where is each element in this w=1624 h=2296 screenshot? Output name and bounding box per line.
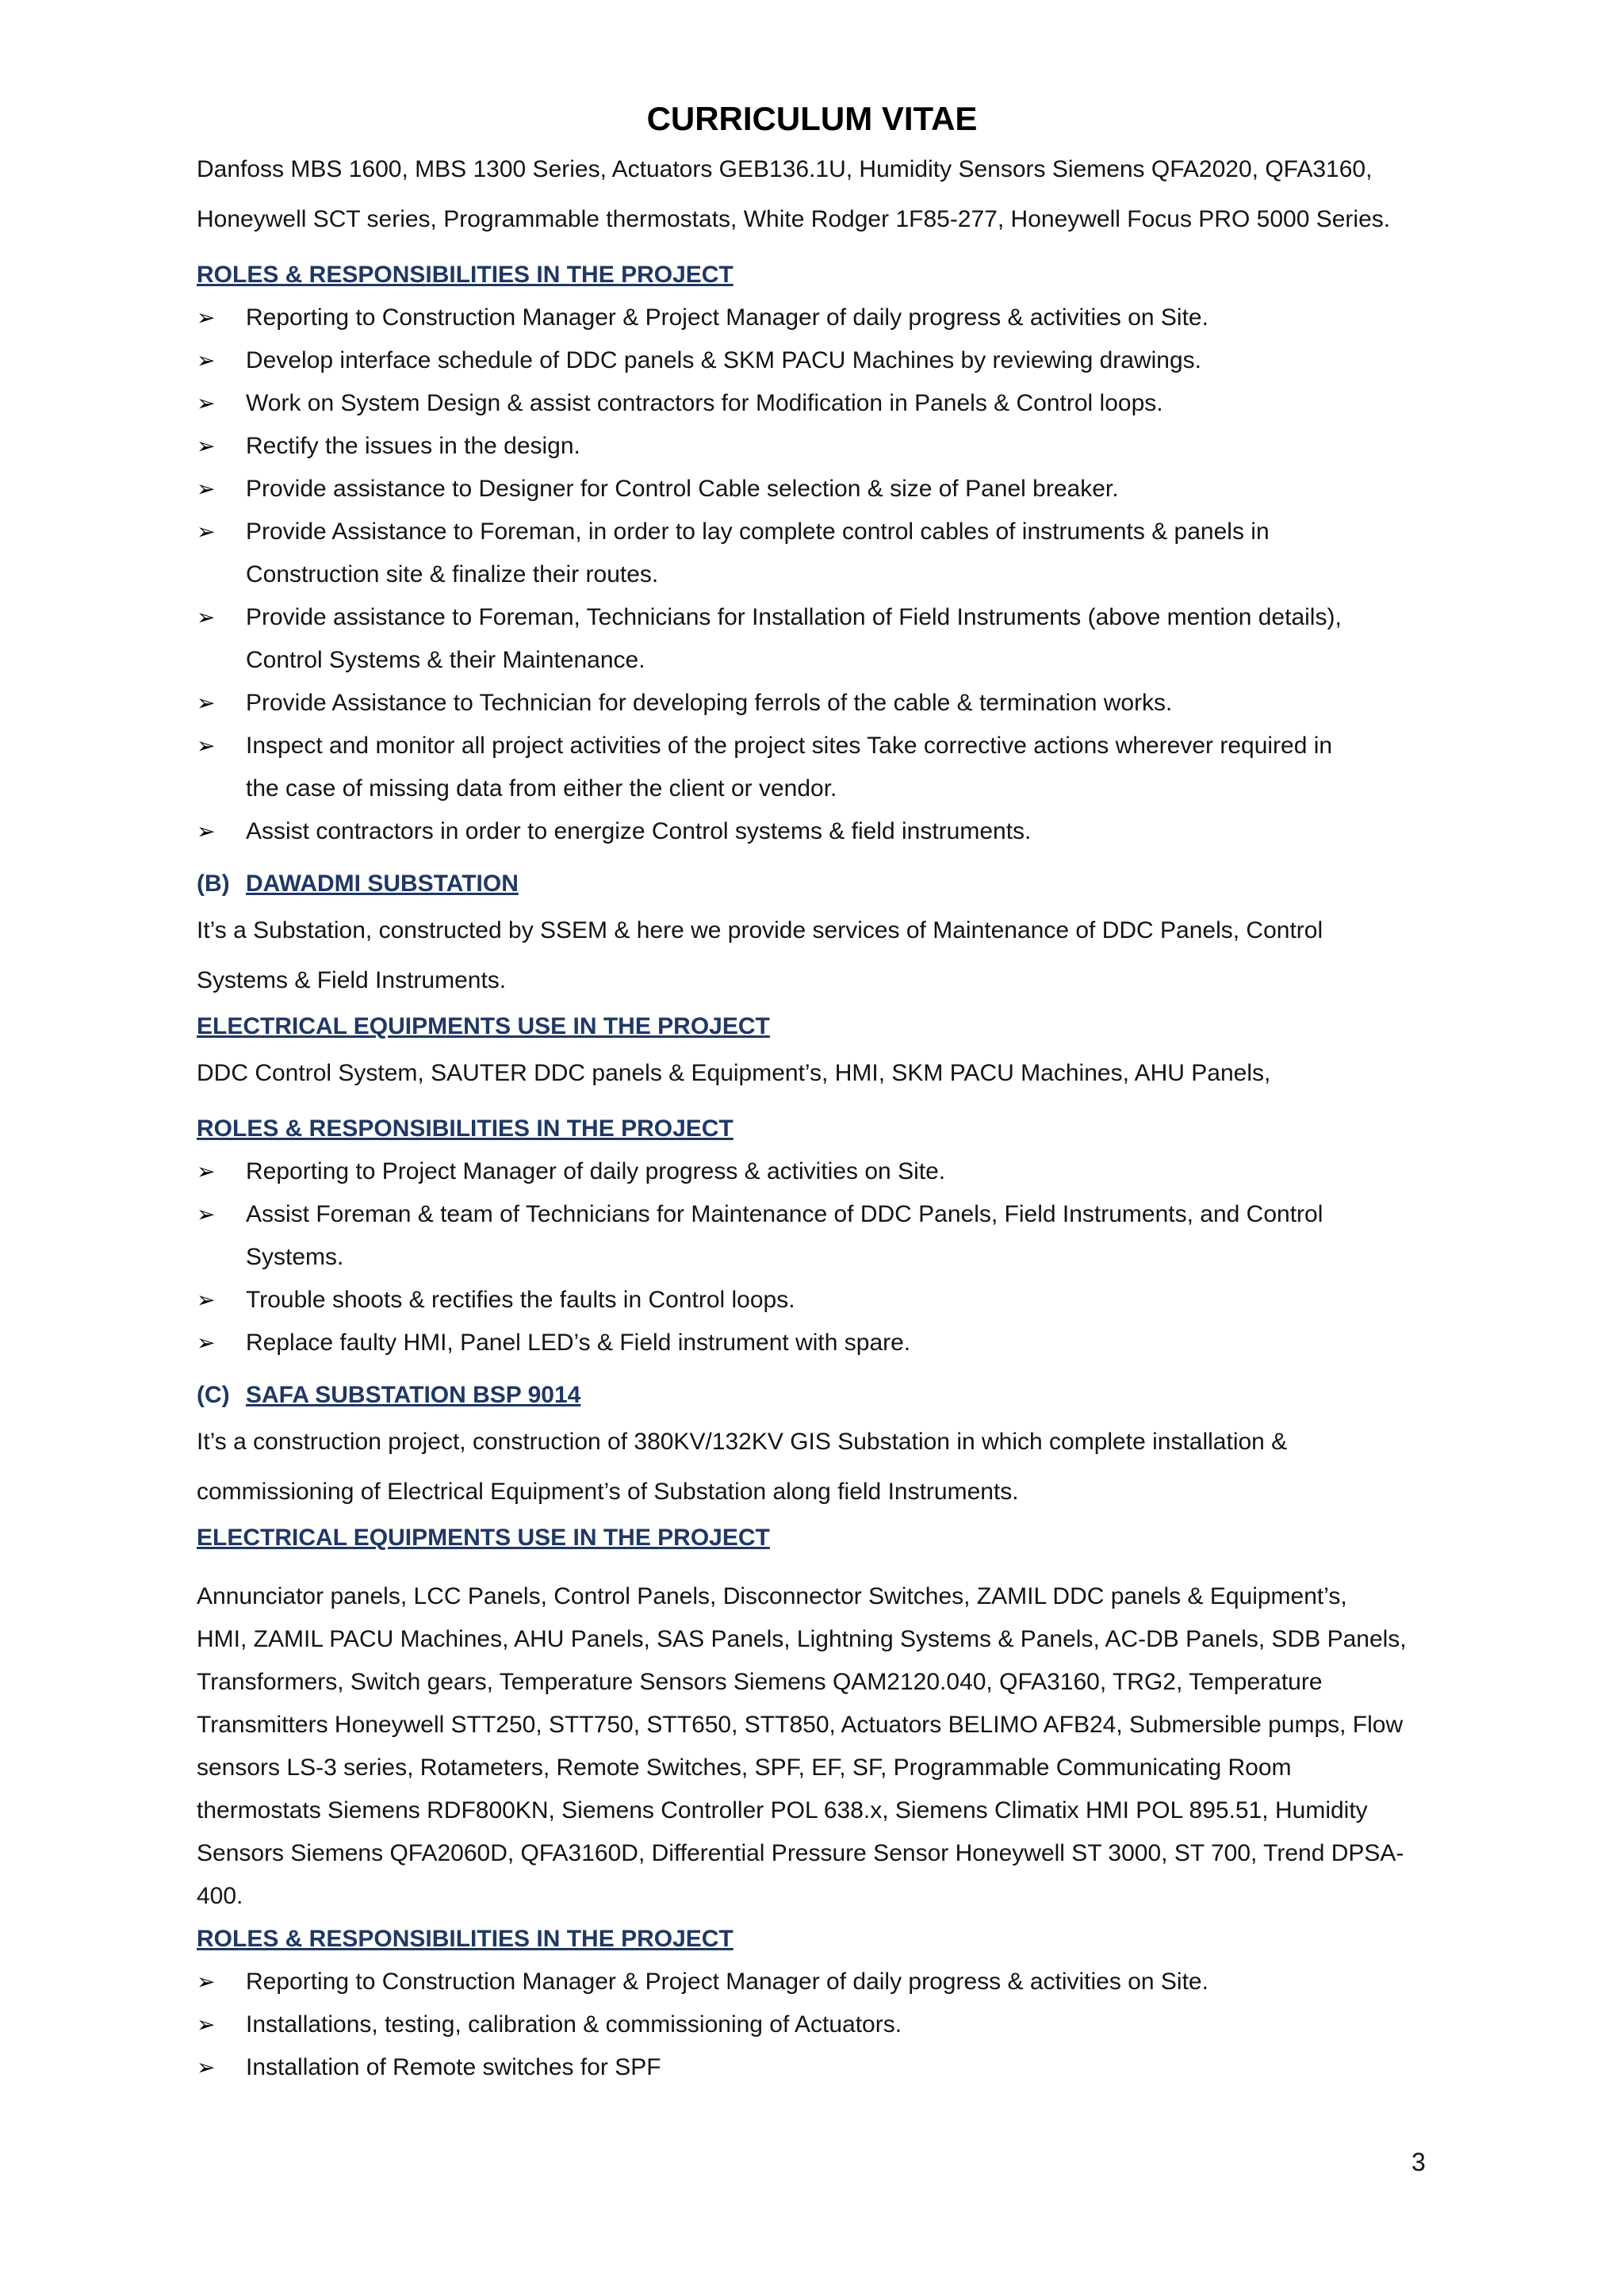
list-item-text: Control Systems & their Maintenance. xyxy=(246,647,645,673)
arrow-bullet-icon: ➢ xyxy=(197,1202,216,1226)
section-c-heading xyxy=(197,1374,1434,1417)
arrow-bullet-icon: ➢ xyxy=(197,1330,216,1355)
list-item-text: Develop interface schedule of DDC panels & SKM PACU Machines by reviewing drawings. xyxy=(246,347,1201,373)
list-item xyxy=(197,1961,1434,2003)
list-item xyxy=(197,2003,1434,2046)
section-c-description xyxy=(197,1417,1434,1517)
list-item-text: Provide Assistance to Foreman, in order to lay complete control cables of instruments & panels in xyxy=(246,519,1270,545)
equipment-line: thermostats Siemens RDF800KN, Siemens Controller POL 638.x, Siemens Climatix HMI POL 895.51, Humidity xyxy=(197,1797,1368,1823)
section-c-name: SAFA SUBSTATION BSP 9014 xyxy=(246,1382,581,1408)
list-item xyxy=(197,725,1434,810)
page-content xyxy=(197,94,1434,2089)
list-item-text: Replace faulty HMI, Panel LED’s & Field instrument with spare. xyxy=(246,1330,911,1356)
description-line: It’s a construction project, construction of 380KV/132KV GIS Substation in which complete installation & xyxy=(197,1429,1288,1455)
arrow-bullet-icon: ➢ xyxy=(197,391,216,415)
arrow-bullet-icon: ➢ xyxy=(197,819,216,844)
arrow-bullet-icon: ➢ xyxy=(197,305,216,330)
section-b-letter: (B) xyxy=(197,871,230,897)
section-b-name: DAWADMI SUBSTATION xyxy=(246,871,519,897)
arrow-bullet-icon: ➢ xyxy=(197,2055,216,2080)
equipment-line: HMI, ZAMIL PACU Machines, AHU Panels, SAS Panels, Lightning Systems & Panels, AC-DB Panels, SDB Panels, xyxy=(197,1626,1407,1652)
list-item-text: Work on System Design & assist contractors for Modification in Panels & Control loops. xyxy=(246,390,1163,416)
section-b-equipment-heading: ELECTRICAL EQUIPMENTS USE IN THE PROJECT xyxy=(197,1013,770,1039)
arrow-bullet-icon: ➢ xyxy=(197,476,216,501)
arrow-bullet-icon: ➢ xyxy=(197,519,216,544)
description-line: It’s a Substation, constructed by SSEM & here we provide services of Maintenance of DDC Panels, Control xyxy=(197,917,1323,943)
equipment-line: Transmitters Honeywell STT250, STT750, STT650, STT850, Actuators BELIMO AFB24, Submersible pumps, Flow xyxy=(197,1712,1404,1738)
description-line: commissioning of Electrical Equipment’s of Substation along field Instruments. xyxy=(197,1479,1019,1505)
arrow-bullet-icon: ➢ xyxy=(197,2012,216,2037)
section-b-roles-list xyxy=(197,1150,1434,1364)
description-line: Systems & Field Instruments. xyxy=(197,967,507,993)
section-c-equipment-heading: ELECTRICAL EQUIPMENTS USE IN THE PROJECT xyxy=(197,1525,770,1551)
section-b-description xyxy=(197,905,1434,1005)
list-item xyxy=(197,297,1434,339)
section-b-equipment-text: DDC Control System, SAUTER DDC panels & Equipment’s, HMI, SKM PACU Machines, AHU Panels, xyxy=(197,1060,1271,1086)
list-item xyxy=(197,468,1434,511)
list-item-text: Reporting to Construction Manager & Project Manager of daily progress & activities on Site. xyxy=(246,304,1208,331)
list-item-text: Construction site & finalize their routes. xyxy=(246,561,659,587)
list-item-text: Systems. xyxy=(246,1244,344,1270)
equipment-line: Annunciator panels, LCC Panels, Control Panels, Disconnector Switches, ZAMIL DDC panels & Equipment’s, xyxy=(197,1583,1347,1609)
arrow-bullet-icon: ➢ xyxy=(197,1159,216,1184)
arrow-bullet-icon: ➢ xyxy=(197,733,216,758)
page-number: 3 xyxy=(1411,2148,1426,2176)
equipment-line: 400. xyxy=(197,1883,243,1909)
list-item-text: Rectify the issues in the design. xyxy=(246,433,580,459)
list-item-text: Installations, testing, calibration & commissioning of Actuators. xyxy=(246,2011,902,2038)
section-c-letter: (C) xyxy=(197,1382,230,1408)
section-b-heading xyxy=(197,863,1434,905)
list-item xyxy=(197,339,1434,382)
section-c-roles-list xyxy=(197,1961,1434,2089)
intro-line: Danfoss MBS 1600, MBS 1300 Series, Actuators GEB136.1U, Humidity Sensors Siemens QFA2020, QFA3160, xyxy=(197,156,1373,182)
section-a-roles-list xyxy=(197,297,1434,853)
arrow-bullet-icon: ➢ xyxy=(197,605,216,629)
section-c-roles-heading: ROLES & RESPONSIBILITIES IN THE PROJECT xyxy=(197,1926,733,1952)
section-b-roles-heading: ROLES & RESPONSIBILITIES IN THE PROJECT xyxy=(197,1115,733,1142)
section-a-roles-heading: ROLES & RESPONSIBILITIES IN THE PROJECT xyxy=(197,262,733,288)
list-item-text: Installation of Remote switches for SPF xyxy=(246,2054,661,2080)
arrow-bullet-icon: ➢ xyxy=(197,348,216,373)
list-item xyxy=(197,1322,1434,1364)
list-item xyxy=(197,596,1434,682)
list-item xyxy=(197,382,1434,425)
arrow-bullet-icon: ➢ xyxy=(197,1288,216,1312)
intro-line: Honeywell SCT series, Programmable thermostats, White Rodger 1F85-277, Honeywell Focus PRO 5000 Series. xyxy=(197,206,1391,232)
equipment-line: Transformers, Switch gears, Temperature Sensors Siemens QAM2120.040, QFA3160, TRG2, Temperature xyxy=(197,1669,1323,1695)
list-item-text: Reporting to Project Manager of daily progress & activities on Site. xyxy=(246,1158,946,1184)
list-item xyxy=(197,682,1434,725)
arrow-bullet-icon: ➢ xyxy=(197,1969,216,1994)
list-item xyxy=(197,511,1434,596)
list-item-text: Provide Assistance to Technician for developing ferrols of the cable & termination works. xyxy=(246,690,1173,716)
arrow-bullet-icon: ➢ xyxy=(197,434,216,458)
list-item xyxy=(197,425,1434,468)
arrow-bullet-icon: ➢ xyxy=(197,691,216,715)
list-item-text: Provide assistance to Designer for Control Cable selection & size of Panel breaker. xyxy=(246,476,1119,502)
list-item xyxy=(197,2046,1434,2089)
list-item-text: Trouble shoots & rectifies the faults in Control loops. xyxy=(246,1287,795,1313)
list-item-text: Provide assistance to Foreman, Technicians for Installation of Field Instruments (above mention details), xyxy=(246,604,1342,630)
list-item-text: Assist Foreman & team of Technicians for Maintenance of DDC Panels, Field Instruments, and Control xyxy=(246,1201,1323,1227)
equipment-line: Sensors Siemens QFA2060D, QFA3160D, Differential Pressure Sensor Honeywell ST 3000, ST 700, Trend DPSA- xyxy=(197,1840,1404,1866)
list-item-text: Inspect and monitor all project activities of the project sites Take corrective actions wherever required in xyxy=(246,733,1333,759)
page-title: CURRICULUM VITAE xyxy=(646,100,978,137)
intro-paragraph xyxy=(197,144,1434,244)
list-item xyxy=(197,1150,1434,1193)
list-item-text: Reporting to Construction Manager & Project Manager of daily progress & activities on Site. xyxy=(246,1969,1208,1995)
list-item xyxy=(197,1279,1434,1322)
section-c-equipment-paragraph xyxy=(197,1575,1434,1918)
list-item xyxy=(197,810,1434,853)
list-item xyxy=(197,1193,1434,1279)
list-item-text: Assist contractors in order to energize Control systems & field instruments. xyxy=(246,818,1032,844)
list-item-text: the case of missing data from either the client or vendor. xyxy=(246,775,837,802)
equipment-line: sensors LS-3 series, Rotameters, Remote Switches, SPF, EF, SF, Programmable Communicating Room xyxy=(197,1755,1292,1781)
